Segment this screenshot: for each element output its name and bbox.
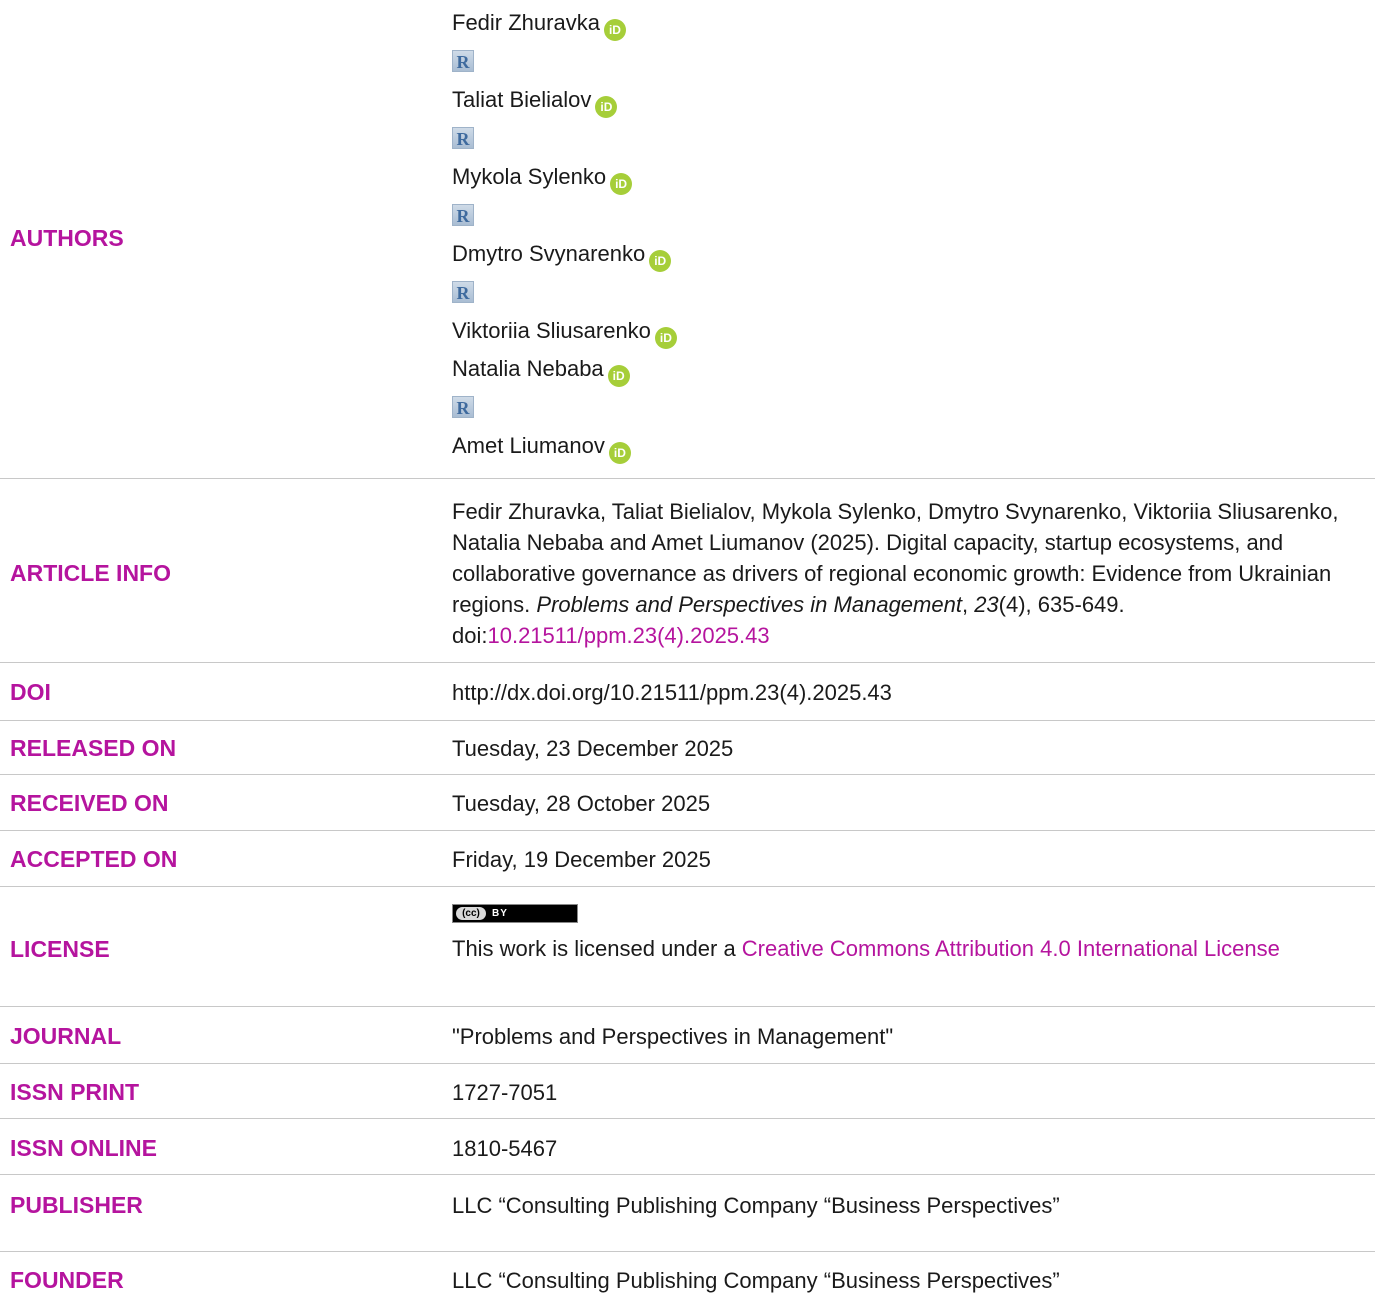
doi-link[interactable]: 10.21511/ppm.23(4).2025.43 (487, 623, 770, 648)
divider (0, 886, 1375, 887)
author-name-4[interactable]: Dmytro Svynarenko iD (452, 240, 671, 268)
divider (0, 662, 1375, 663)
divider (0, 830, 1375, 831)
author-name-2[interactable]: Taliat Bielialov iD (452, 86, 617, 114)
author-name-7[interactable]: Amet Liumanov iD (452, 432, 631, 460)
badge-bar (514, 908, 577, 919)
doi-value: http://dx.doi.org/10.21511/ppm.23(4).2025.43 (452, 680, 892, 705)
issn-online-label: ISSN ONLINE (10, 1135, 157, 1161)
divider (0, 478, 1375, 479)
author-name-6[interactable]: Natalia Nebaba iD (452, 355, 630, 383)
divider (0, 1174, 1375, 1175)
journal-label: JOURNAL (10, 1023, 122, 1049)
journal-value: "Problems and Perspectives in Management" (452, 1024, 894, 1049)
cc-icon: (cc) (456, 907, 486, 920)
author-name-5[interactable]: Viktoriia Sliusarenko iD (452, 317, 677, 345)
orcid-icon[interactable]: iD (610, 173, 632, 195)
researcherid-icon[interactable]: R (452, 281, 474, 303)
article-info-citation: Fedir Zhuravka, Taliat Bielialov, Mykola Sylenko, Dmytro Svynarenko, Viktoriia Sliusarenko, Natalia Nebaba and Amet Liumanov (2025). Digital capacity, startup ecosystems, and collaborative governance as drivers of regional economic growth: Evidence from Ukrainian regions. Problems and Perspectives in Management, 23(4), 635-649. doi:10.21511/ppm.23(4).2025.43 (452, 499, 1339, 648)
released-label: RELEASED ON (10, 735, 177, 761)
founder-value: LLC “Consulting Publishing Company “Business Perspectives” (452, 1268, 1060, 1293)
researcherid-icon[interactable]: R (452, 204, 474, 226)
divider (0, 1006, 1375, 1007)
license-link[interactable]: Creative Commons Attribution 4.0 International License (741, 936, 1280, 961)
divider (0, 1251, 1375, 1252)
orcid-icon[interactable]: iD (595, 96, 617, 118)
by-icon: BY (492, 908, 508, 919)
license-label: LICENSE (10, 936, 110, 962)
divider (0, 774, 1375, 775)
accepted-label: ACCEPTED ON (10, 846, 178, 872)
orcid-icon[interactable]: iD (609, 442, 631, 464)
orcid-icon[interactable]: iD (655, 327, 677, 349)
divider (0, 1063, 1375, 1064)
publisher-label: PUBLISHER (10, 1192, 143, 1218)
publisher-value: LLC “Consulting Publishing Company “Business Perspectives” (452, 1193, 1060, 1218)
orcid-icon[interactable]: iD (608, 365, 630, 387)
researcherid-icon[interactable]: R (452, 50, 474, 72)
divider (0, 720, 1375, 721)
accepted-value: Friday, 19 December 2025 (452, 847, 711, 872)
orcid-icon[interactable]: iD (604, 19, 626, 41)
received-value: Tuesday, 28 October 2025 (452, 791, 711, 816)
doi-label: DOI (10, 679, 51, 705)
released-value: Tuesday, 23 December 2025 (452, 736, 734, 761)
issn-print-label: ISSN PRINT (10, 1079, 140, 1105)
issn-online-value: 1810-5467 (452, 1136, 558, 1161)
license-text: This work is licensed under a Creative Commons Attribution 4.0 International License (452, 936, 1280, 961)
issn-print-value: 1727-7051 (452, 1080, 558, 1105)
divider (0, 1118, 1375, 1119)
cc-by-badge-icon[interactable] (452, 904, 578, 923)
article-info-label: ARTICLE INFO (10, 560, 171, 586)
researcherid-icon[interactable]: R (452, 396, 474, 418)
author-name-3[interactable]: Mykola Sylenko iD (452, 163, 632, 191)
researcherid-icon[interactable]: R (452, 127, 474, 149)
author-name-1[interactable]: Fedir Zhuravka iD (452, 9, 626, 37)
founder-label: FOUNDER (10, 1267, 124, 1293)
authors-label: AUTHORS (10, 225, 124, 251)
received-label: RECEIVED ON (10, 790, 169, 816)
orcid-icon[interactable]: iD (649, 250, 671, 272)
